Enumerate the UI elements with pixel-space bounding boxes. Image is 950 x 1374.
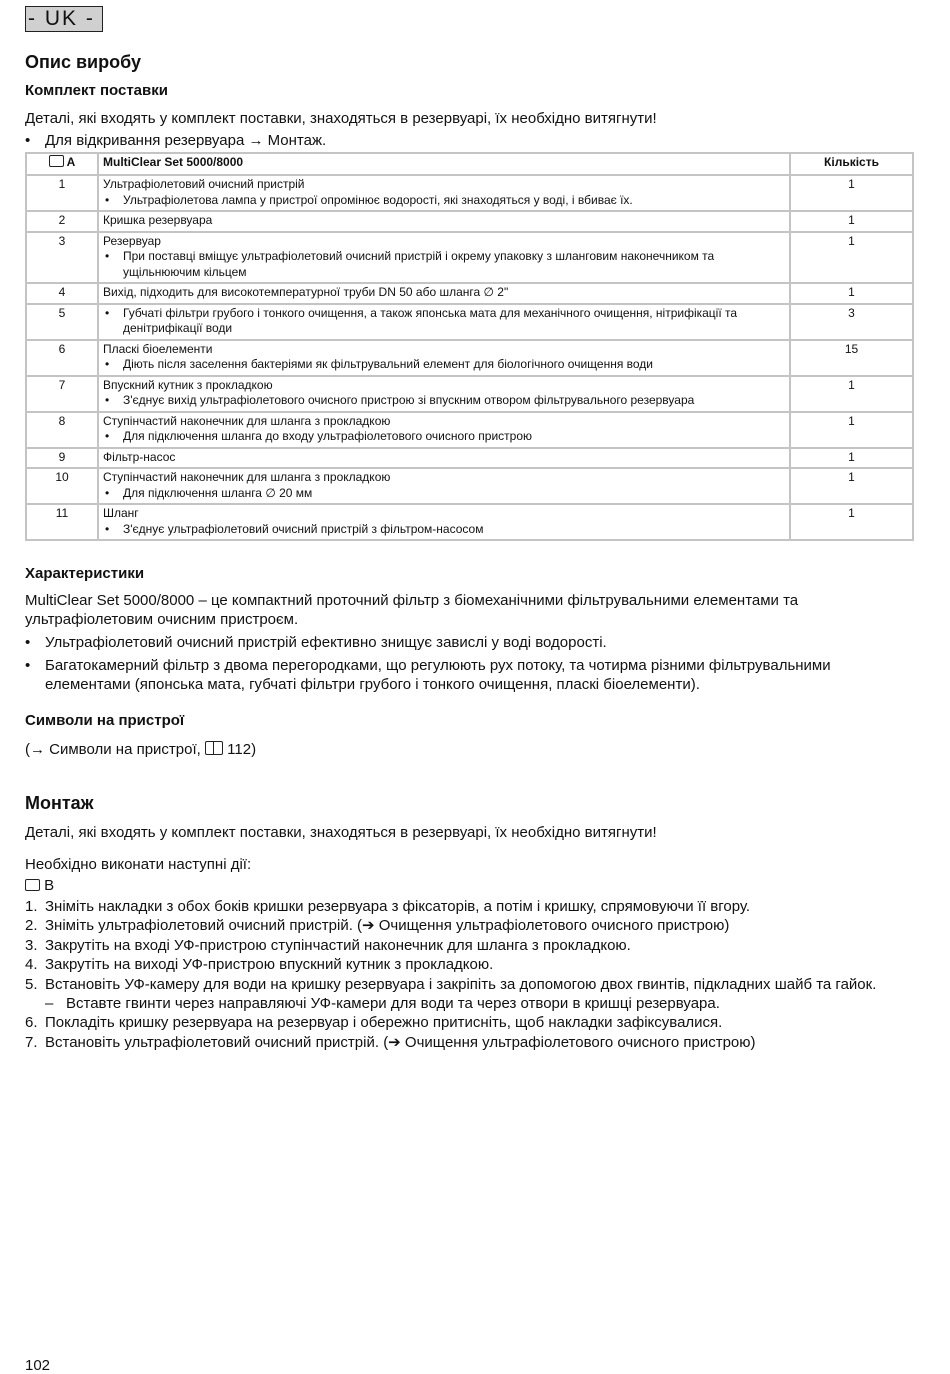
row-quantity: 1 [790,504,913,540]
row-name: Пласкі біоелементи [103,341,213,356]
supply-table [25,152,914,541]
step-text: Встановіть ультрафіолетовий очисний пристрій. (➔ Очищення ультрафіолетового очисного пристрою) [45,1033,756,1051]
row-number: 8 [26,412,98,448]
book-icon [205,741,223,755]
assembly-step [25,936,915,955]
table-row [26,412,913,448]
row-description [98,448,790,469]
row-quantity: 15 [790,340,913,376]
row-note: • Губчаті фільтри грубого і тонкого очищення, а також японська мата для механічного очищення, нітрифікації та денітрифікації води [105,305,738,335]
step-number: 4. [25,956,38,974]
row-description [98,468,790,504]
row-quantity: 1 [790,412,913,448]
bullet-icon: • [25,634,31,651]
bullet-icon: • [105,192,110,207]
row-number: 5 [26,304,98,340]
bullet-icon: • [105,305,110,320]
row-description [98,504,790,540]
row-number: 9 [26,448,98,469]
row-description [98,340,790,376]
assembly-heading: Монтаж [25,793,94,813]
bullet-icon: • [105,521,110,536]
step-number: 6. [25,1014,38,1032]
table-header-qty: Кількість [790,153,913,175]
symbols-reference: (→ Символи на пристрої, 112) [25,741,257,758]
supply-intro: Деталі, які входять у комплект поставки, знаходяться в резервуарі, їх необхідно витягнути! [25,110,657,127]
row-description [98,412,790,448]
row-note: • Діють після заселення бактеріями як фільтрувальний елемент для біологічного очищення води [105,357,654,371]
row-number: 3 [26,232,98,284]
characteristics-text: MultiClear Set 5000/8000 – це компактний проточний фільтр з біомеханічними фільтрувальними елементами та ультрафіолетовим очисним пристроєм. [25,592,799,628]
table-row [26,468,913,504]
characteristics-bullet: • Ультрафіолетовий очисний пристрій ефективно знищує завислі у воді водорості. [25,634,607,651]
assembly-step [25,897,915,916]
row-name: Ступінчастий наконечник для шланга з прокладкою [103,413,391,428]
bullet-icon: • [105,393,110,407]
step-text: Закрутіть на вході УФ-пристрою ступінчастий наконечник для шланга з прокладкою. [45,936,631,954]
row-note: • Ультрафіолетова лампа у пристрої опромінює водорості, які знаходяться у воді, і вбиває їх. [105,192,633,207]
row-description [98,283,790,304]
description-heading: Опис виробу [25,52,141,72]
row-note: • З'єднує ультрафіолетовий очисний пристрій з фільтром-насосом [105,521,484,536]
table-header-row [26,153,913,175]
table-row [26,283,913,304]
row-name: Вихід, підходить для високотемпературної труби DN 50 або шланга ∅ 2" [103,285,509,299]
row-name: Ультрафіолетовий очисний пристрій [103,177,305,191]
row-description [98,211,790,232]
row-quantity: 1 [790,232,913,284]
figure-frame-icon [49,155,64,167]
row-description [98,175,790,211]
table-row [26,340,913,376]
row-quantity: 1 [790,376,913,412]
step-text: Вставте гвинти через направляючі УФ-камери для води та через отвори в кришці резервуара. [66,995,720,1013]
figure-frame-icon [25,879,40,891]
row-quantity: 1 [790,468,913,504]
bullet-icon: • [25,132,31,149]
row-number: 2 [26,211,98,232]
table-row [26,232,913,284]
step-number: – [45,995,54,1013]
step-number: 7. [25,1033,38,1051]
assembly-steps [25,897,915,1052]
symbols-heading: Символи на пристрої [25,712,185,729]
row-number: 10 [26,468,98,504]
table-row [26,211,913,232]
row-note: • При поставці вміщує ультрафіолетовий очисний пристрій і окрему упаковку з шланговим наконечником та ущільнюючим кільцем [105,249,715,279]
row-quantity: 1 [790,283,913,304]
step-number: 2. [25,917,38,935]
bullet-icon: • [105,485,110,500]
row-number: 11 [26,504,98,540]
row-name: Резервуар [103,233,161,248]
row-note: • Для підключення шланга до входу ультрафіолетового очисного пристрою [105,429,533,443]
assembly-substep [25,994,915,1013]
supply-bullet: • Для відкривання резервуара → Монтаж. [25,132,327,149]
table-header-name: MultiClear Set 5000/8000 [98,153,790,175]
row-quantity: 3 [790,304,913,340]
row-name: Шланг [103,506,139,520]
assembly-step [25,1033,915,1052]
step-number: 5. [25,975,38,993]
row-number: 4 [26,283,98,304]
step-text: Закрутіть на виході УФ-пристрою впускний кутник з прокладкою. [45,956,494,974]
bullet-icon: • [25,657,31,674]
assembly-step [25,955,915,974]
row-note: • Для підключення шланга ∅ 20 мм [105,485,313,500]
assembly-step [25,1013,915,1032]
step-number: 1. [25,898,38,915]
assembly-step [25,916,915,935]
characteristics-bullet: • Багатокамерний фільтр з двома перегородками, що регулюють рух потоку, та чотирма різними фільтрувальними елементами (японська мата, губчаті фільтри грубого і тонкого очищення, пласкі біоелементи). [25,657,831,693]
row-quantity: 1 [790,175,913,211]
supply-heading: Комплект поставки [25,82,168,99]
step-text: Покладіть кришку резервуара на резервуар і обережно притисніть, щоб накладки зафіксувалися. [45,1014,723,1032]
bullet-icon: • [105,429,110,443]
row-description [98,232,790,284]
row-description [98,304,790,340]
language-tag: - UK - [25,6,103,32]
table-row [26,504,913,540]
row-name: Фільтр-насос [103,449,176,464]
characteristics-heading: Характеристики [25,565,145,582]
assembly-step [25,975,915,994]
row-number: 7 [26,376,98,412]
row-description [98,376,790,412]
step-text: Встановіть УФ-камеру для води на кришку резервуара і закріпіть за допомогою двох гвинтів, підкладних шайб та гайок. [45,975,877,993]
step-number: 3. [25,936,38,954]
row-number: 6 [26,340,98,376]
table-row [26,448,913,469]
step-text: Зніміть ультрафіолетовий очисний пристрій. (➔ Очищення ультрафіолетового очисного пристрою) [45,917,730,935]
row-number: 1 [26,175,98,211]
assembly-actions: Необхідно виконати наступні дії: [25,856,252,873]
assembly-intro: Деталі, які входять у комплект поставки, знаходяться в резервуарі, їх необхідно витягнути! [25,824,657,841]
row-name: Кришка резервуара [103,213,213,227]
bullet-icon: • [105,249,110,263]
row-note: • З'єднує вихід ультрафіолетового очисного пристрою зі впускним отвором фільтрувального резервуара [105,393,695,407]
table-row [26,376,913,412]
bullet-icon: • [105,357,110,371]
row-quantity: 1 [790,211,913,232]
table-header-figure: A [26,153,98,175]
step-text: Зніміть накладки з обох боків кришки резервуара з фіксаторів, а потім і кришку, спрямовуючи її вгору. [45,898,751,915]
row-name: Впускний кутник з прокладкою [103,377,273,392]
table-row [26,175,913,211]
table-row [26,304,913,340]
page-number: 102 [25,1357,51,1374]
assembly-figure-ref: B [25,876,54,895]
row-quantity: 1 [790,448,913,469]
row-name: Ступінчастий наконечник для шланга з прокладкою [103,470,391,484]
